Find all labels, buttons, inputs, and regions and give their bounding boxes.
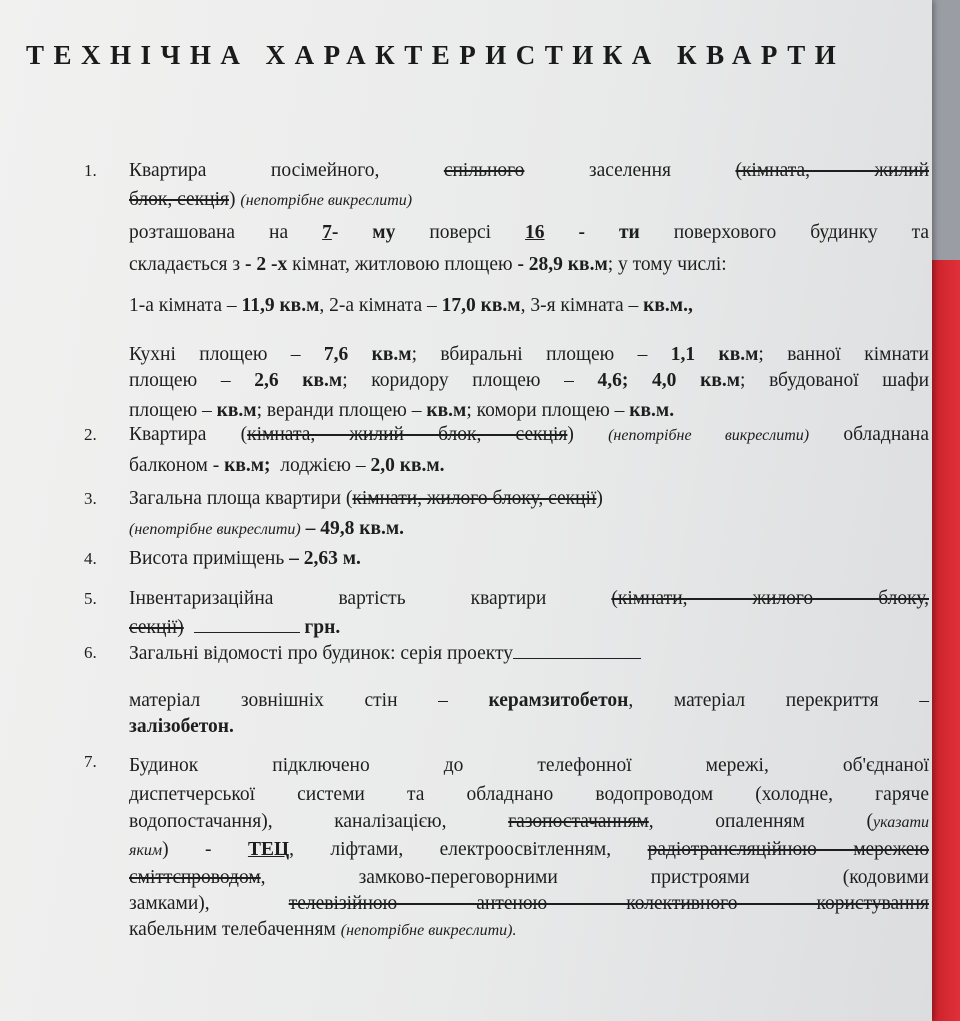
item-5-line-2: секції) грн. (129, 614, 340, 641)
item-number: 1. (84, 161, 97, 180)
item-6-line-1: Загальні відомості про будинок: серія проекту (129, 640, 641, 667)
item-4-line-1: Висота приміщень – 2,63 м. (129, 548, 361, 569)
item-2-line-2: балконом - кв.м; лоджією – 2,0 кв.м. (129, 455, 445, 476)
value-blank (194, 614, 300, 633)
item-3-line-1: Загальна площа квартири (кімнати, жилого блоку, секції) (129, 488, 603, 509)
item-1-line-5: 1-а кімната – 11,9 кв.м, 2-а кімната – 17,0 кв.м, 3-я кімната – кв.м., (129, 295, 693, 316)
floor-value: 7 (322, 222, 332, 243)
item-3-line-2: (непотрібне викреслити) – 49,8 кв.м. (129, 518, 405, 539)
item-6-line-2: матеріал зовнішніх стін – керамзитобетон, матеріал перекриття – (129, 690, 930, 711)
item-7-line-5: сміттєпроводом, замково-переговорними пристроями (кодовими (129, 867, 929, 888)
item-1-line-2: блок, секція) (непотрібне викреслити) (129, 189, 413, 210)
item-number: 4. (84, 549, 97, 568)
item-number: 6. (84, 643, 97, 662)
item-number: 5. (84, 589, 97, 608)
total-floors-value: 16 (525, 222, 545, 243)
item-1-line-8: площею – кв.м; веранди площею – кв.м; комори площею – кв.м. (129, 400, 675, 421)
item-1-line-1: Квартира посімейного, спільного заселення (кімната, жилий (129, 160, 929, 181)
item-1-line-6: Кухні площею – 7,6 кв.м; вбиральні площею – 1,1 кв.м; ванної кімнати (129, 344, 929, 365)
series-blank (513, 640, 641, 659)
item-number: 7. (84, 752, 97, 771)
item-7-line-1: Будинок підключено до телефонної мережі, об'єднаної (129, 755, 929, 776)
item-2-line-1: Квартира (кімната, жилий блок, секція) (непотрібне викреслити) обладнана (129, 424, 930, 445)
item-7-line-2: диспетчерської системи та обладнано водопроводом (холодне, гаряче (129, 784, 929, 805)
item-1-line-3: розташована на 7- му поверсі 16 - ти поверхового будинку та (129, 222, 930, 243)
item-number: 2. (84, 425, 97, 444)
item-5-line-1: Інвентаризаційна вартість квартири (кімнати, жилого блоку, (129, 588, 929, 609)
item-number: 3. (84, 489, 97, 508)
heating-type: ТЕЦ (247, 839, 290, 860)
item-1-line-4: складається з - 2 -х кімнат, житловою площею - 28,9 кв.м; у тому числі: (129, 254, 727, 275)
item-6-line-3: залізобетон. (129, 716, 234, 737)
item-7-line-7: кабельним телебаченням (непотрібне викреслити). (129, 919, 517, 940)
item-1-line-7: площею – 2,6 кв.м; коридору площею – 4,6; 4,0 кв.м; вбудованої шафи (129, 370, 930, 391)
item-7-line-6: замками), телевізійною антеною колективного користування (129, 893, 929, 914)
item-7-line-3: водопостачання), каналізацією, газопостачанням, опаленням (указати (129, 811, 930, 832)
item-7-line-4: яким) - ТЕЦ, ліфтами, електроосвітленням, радіотрансляційною мережею (129, 839, 930, 860)
document-title: ТЕХНІЧНА ХАРАКТЕРИСТИКА КВАРТИ (26, 40, 846, 70)
